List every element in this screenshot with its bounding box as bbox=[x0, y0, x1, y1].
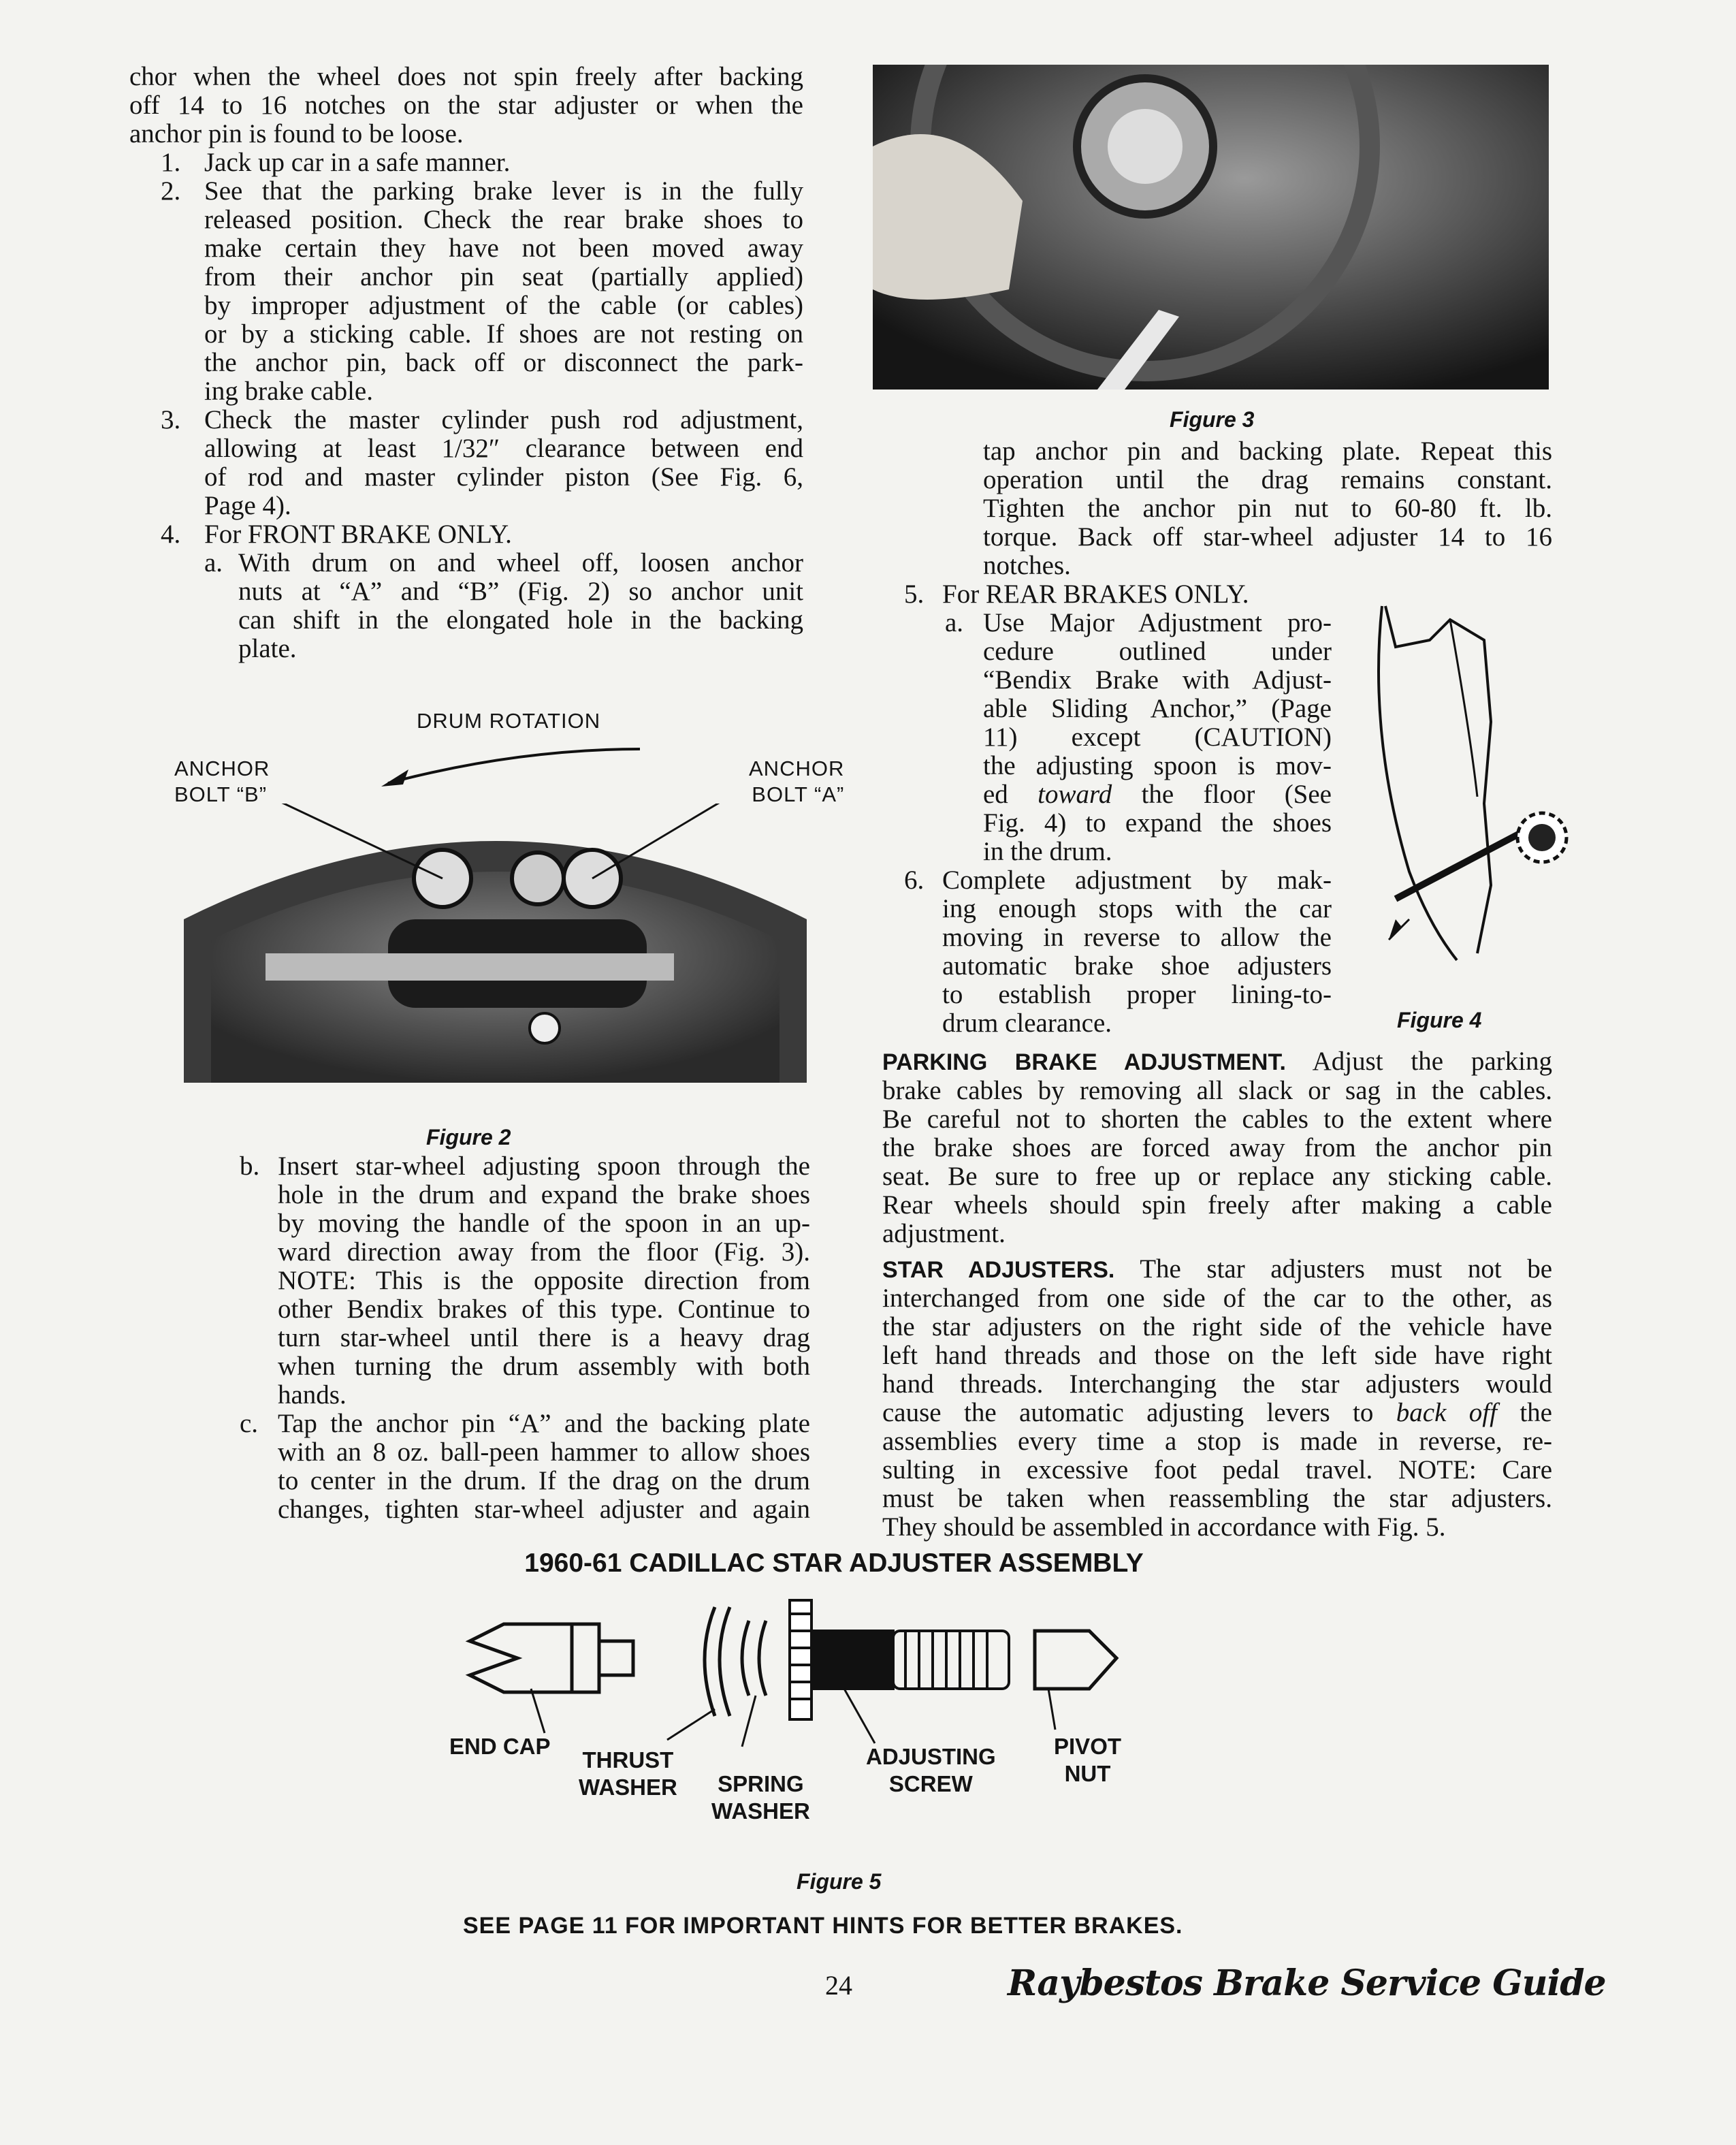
paragraph-text bbox=[882, 1284, 1552, 1542]
step-5a bbox=[882, 609, 1332, 866]
step-number: 5. bbox=[904, 579, 925, 609]
step-text bbox=[278, 1410, 810, 1524]
text-line: cedure outlined under bbox=[983, 637, 1332, 666]
text-line: For REAR BRAKES ONLY. bbox=[942, 579, 1249, 609]
text-line: left hand threads and those on the left side have right bbox=[882, 1341, 1552, 1370]
hints-reference: SEE PAGE 11 FOR IMPORTANT HINTS FOR BETTER BRAKES. bbox=[463, 1913, 1183, 1939]
step-2 bbox=[129, 177, 803, 406]
adjusting-screw-part bbox=[893, 1631, 1009, 1689]
text-line: ward direction away from the floor (Fig. 3). bbox=[278, 1237, 810, 1267]
step-5 bbox=[882, 580, 1332, 609]
step-text bbox=[278, 1152, 810, 1410]
paragraph-text bbox=[882, 1077, 1552, 1248]
step-number: 3. bbox=[161, 405, 181, 434]
text-line: 11) except (CAUTION) bbox=[983, 722, 1332, 752]
text-line: assemblies every time a stop is made in reverse, re- bbox=[882, 1427, 1552, 1456]
text-line: the star adjusters on the right side of the vehicle have bbox=[882, 1312, 1552, 1341]
label-line: ADJUSTING bbox=[866, 1744, 996, 1769]
step-4c bbox=[240, 1410, 810, 1524]
figure-4-star-wheel-drawing bbox=[1368, 599, 1579, 967]
text-line: seat. Be sure to free up or replace any sticking cable. bbox=[882, 1162, 1552, 1191]
text-line: For FRONT BRAKE ONLY. bbox=[204, 520, 512, 549]
text-line: nuts at “A” and “B” (Fig. 2) so anchor unit bbox=[238, 577, 803, 606]
text-line: Tighten the anchor pin nut to 60-80 ft. lb. bbox=[983, 494, 1552, 523]
figure-2-caption: Figure 2 bbox=[426, 1125, 511, 1149]
text-line: hands. bbox=[278, 1380, 347, 1410]
text-line: moving in reverse to allow the bbox=[942, 923, 1332, 952]
step-text bbox=[204, 177, 803, 406]
continued-paragraph bbox=[882, 437, 1552, 580]
text-line: with an 8 oz. ball-peen hammer to allow shoes bbox=[278, 1437, 810, 1467]
text-line: allowing at least 1/32″ clearance between end bbox=[204, 434, 803, 463]
text-line: adjustment. bbox=[882, 1219, 1006, 1248]
text-line: Tap the anchor pin “A” and the backing plate bbox=[278, 1409, 810, 1438]
text-line: the brake shoes are forced away from the anchor pin bbox=[882, 1133, 1552, 1162]
step-letter: a. bbox=[204, 548, 223, 577]
anchor-bolt-a-label bbox=[749, 756, 844, 808]
text-line: of rod and master cylinder piston (See Fig. 6, bbox=[204, 462, 803, 492]
text-line: Be careful not to shorten the cables to the extent where bbox=[882, 1105, 1552, 1134]
pivot-nut-label bbox=[1054, 1733, 1121, 1788]
text-line: to center in the drum. If the drag on the drum bbox=[278, 1466, 810, 1495]
text-line: plate. bbox=[238, 634, 297, 663]
step-number: 4. bbox=[161, 520, 181, 549]
text-line: Complete adjustment by mak- bbox=[942, 865, 1332, 895]
text-line: make certain they have not been moved away bbox=[204, 234, 803, 263]
text-line: other Bendix brakes of this type. Continue to bbox=[278, 1294, 810, 1324]
text-line: in the drum. bbox=[983, 837, 1112, 866]
star-adjusters-heading: STAR ADJUSTERS. bbox=[882, 1257, 1115, 1283]
rear-brake-steps bbox=[882, 580, 1332, 1038]
text-line: Rear wheels should spin freely after making a cable bbox=[882, 1190, 1552, 1220]
label-line: ANCHOR bbox=[749, 757, 845, 780]
step-4b bbox=[240, 1152, 810, 1410]
text-line: by improper adjustment of the cable (or cables) bbox=[204, 291, 803, 320]
label-line: WASHER bbox=[579, 1775, 677, 1800]
step-text bbox=[942, 580, 1332, 609]
drum-rotation-arrow bbox=[368, 735, 654, 797]
star-wheel-part bbox=[790, 1600, 893, 1719]
text-line: automatic brake shoe adjusters bbox=[942, 951, 1332, 981]
step-number: 1. bbox=[161, 148, 181, 177]
text-line: ing enough stops with the car bbox=[942, 894, 1332, 923]
text-line: sulting in excessive foot pedal travel. NOTE: Care bbox=[882, 1455, 1552, 1484]
label-line: WASHER bbox=[711, 1798, 810, 1824]
step-number: 6. bbox=[904, 865, 925, 895]
text-line: hand threads. Interchanging the star adjusters would bbox=[882, 1369, 1552, 1399]
text-line: Check the master cylinder push rod adjustment, bbox=[204, 405, 803, 434]
text-line: Page 4). bbox=[204, 491, 291, 520]
text-line: from their anchor pin seat (partially applied) bbox=[204, 262, 803, 291]
text-line: drum clearance. bbox=[942, 1008, 1112, 1038]
text-line: hole in the drum and expand the brake shoes bbox=[278, 1180, 810, 1209]
text-line: must be taken when reassembling the star adjusters. bbox=[882, 1484, 1552, 1513]
text-line: can shift in the elongated hole in the backing bbox=[238, 605, 803, 635]
spring-washer-label bbox=[711, 1770, 810, 1825]
text-line: notches. bbox=[983, 551, 1071, 580]
text-line: Fig. 4) to expand the shoes bbox=[983, 808, 1332, 838]
step-number: 2. bbox=[161, 176, 181, 206]
step-4a bbox=[129, 549, 803, 663]
anchor-bolt-b-label bbox=[174, 756, 270, 808]
spring-washer-part bbox=[742, 1621, 766, 1696]
left-column-lower bbox=[240, 1152, 810, 1524]
text-line: The star adjusters must not be bbox=[1140, 1254, 1553, 1284]
figure-3-caption: Figure 3 bbox=[1170, 407, 1255, 432]
text-line: Adjust the parking bbox=[1312, 1047, 1552, 1076]
text-line: Use Major Adjustment pro- bbox=[983, 608, 1332, 637]
step-text bbox=[942, 866, 1332, 1038]
label-line: THRUST bbox=[582, 1747, 674, 1773]
page-number: 24 bbox=[825, 1970, 852, 2001]
text-line: ed toward the floor (See bbox=[983, 780, 1332, 809]
text-line: interchanged from one side of the car to the other, as bbox=[882, 1284, 1552, 1313]
thrust-washer-label bbox=[579, 1747, 677, 1801]
step-6 bbox=[882, 866, 1332, 1038]
label-line: PIVOT bbox=[1054, 1734, 1122, 1759]
text-line: Jack up car in a safe manner. bbox=[204, 148, 511, 177]
step-text bbox=[983, 609, 1332, 866]
label-line: NUT bbox=[1064, 1761, 1111, 1786]
text-line: Insert star-wheel adjusting spoon through the bbox=[278, 1151, 810, 1181]
text-line: ing brake cable. bbox=[204, 377, 373, 406]
raybestos-logo: Raybestos Brake Service Guide bbox=[1008, 1963, 1606, 2004]
label-line: ANCHOR bbox=[174, 757, 270, 780]
text-line: They should be assembled in accordance with Fig. 5. bbox=[882, 1512, 1446, 1542]
text-line: NOTE: This is the opposite direction from bbox=[278, 1266, 810, 1295]
pivot-nut-part bbox=[1035, 1631, 1116, 1689]
text-line: With drum on and wheel off, loosen anchor bbox=[238, 548, 803, 577]
label-line: SPRING bbox=[718, 1771, 804, 1796]
text-line: chor when the wheel does not spin freely after backing bbox=[129, 62, 803, 91]
label-line: BOLT “A” bbox=[752, 782, 845, 806]
label-line: SCREW bbox=[888, 1771, 973, 1796]
end-cap-part bbox=[470, 1624, 633, 1692]
step-text bbox=[204, 406, 803, 520]
text-line: the anchor pin, back off or disconnect the park- bbox=[204, 348, 803, 377]
intro-paragraph bbox=[129, 63, 803, 148]
step-letter: a. bbox=[945, 608, 964, 637]
figure-3-adjusting-spoon-photo bbox=[873, 65, 1549, 390]
step-1 bbox=[129, 148, 803, 177]
figure-5-star-adjuster-assembly-drawing bbox=[463, 1593, 1185, 1750]
text-line: tap anchor pin and backing plate. Repeat this bbox=[983, 436, 1552, 466]
text-line: released position. Check the rear brake shoes to bbox=[204, 205, 803, 234]
star-adjusters-paragraph bbox=[882, 1255, 1552, 1542]
text-line: when turning the drum assembly with both bbox=[278, 1352, 810, 1381]
adjusting-screw-label bbox=[866, 1743, 996, 1798]
step-letter: c. bbox=[240, 1409, 259, 1438]
text-line: brake cables by removing all slack or sag in the cables. bbox=[882, 1076, 1552, 1105]
text-line: turn star-wheel until there is a heavy drag bbox=[278, 1323, 810, 1352]
left-column-upper bbox=[129, 63, 803, 663]
text-line: See that the parking brake lever is in the fully bbox=[204, 176, 803, 206]
figure-5-title: 1960-61 CADILLAC STAR ADJUSTER ASSEMBLY bbox=[524, 1548, 1144, 1578]
step-text bbox=[238, 549, 803, 663]
text-line: or by a sticking cable. If shoes are not resting on bbox=[204, 319, 803, 349]
text-line: anchor pin is found to be loose. bbox=[129, 119, 464, 148]
drum-rotation-label: DRUM ROTATION bbox=[417, 709, 601, 733]
figure-5-caption: Figure 5 bbox=[797, 1869, 882, 1894]
step-3 bbox=[129, 406, 803, 520]
step-text bbox=[204, 520, 803, 549]
figure-2-brake-anchor-photo bbox=[184, 804, 807, 1083]
parking-brake-paragraph bbox=[882, 1047, 1552, 1248]
thrust-washer-part bbox=[705, 1607, 730, 1716]
text-line: cause the automatic adjusting levers to back off the bbox=[882, 1398, 1552, 1427]
text-line: torque. Back off star-wheel adjuster 14 to 16 bbox=[983, 522, 1552, 552]
parking-brake-heading: PARKING BRAKE ADJUSTMENT. bbox=[882, 1049, 1286, 1075]
text-line: to establish proper lining-to- bbox=[942, 980, 1332, 1009]
figure-4-caption: Figure 4 bbox=[1397, 1008, 1482, 1032]
label-line: BOLT “B” bbox=[174, 782, 268, 806]
text-line: the adjusting spoon is mov- bbox=[983, 751, 1332, 780]
end-cap-label: END CAP bbox=[449, 1734, 551, 1759]
step-4 bbox=[129, 520, 803, 549]
text-line: operation until the drag remains constant. bbox=[983, 465, 1552, 494]
text-line: able Sliding Anchor,” (Page bbox=[983, 694, 1332, 723]
text-line: by moving the handle of the spoon in an up- bbox=[278, 1209, 810, 1238]
text-line: changes, tighten star-wheel adjuster and again bbox=[278, 1495, 810, 1524]
text-line: off 14 to 16 notches on the star adjuster or when the bbox=[129, 91, 803, 120]
step-text bbox=[204, 148, 803, 177]
text-line: “Bendix Brake with Adjust- bbox=[983, 665, 1332, 695]
step-letter: b. bbox=[240, 1151, 260, 1181]
